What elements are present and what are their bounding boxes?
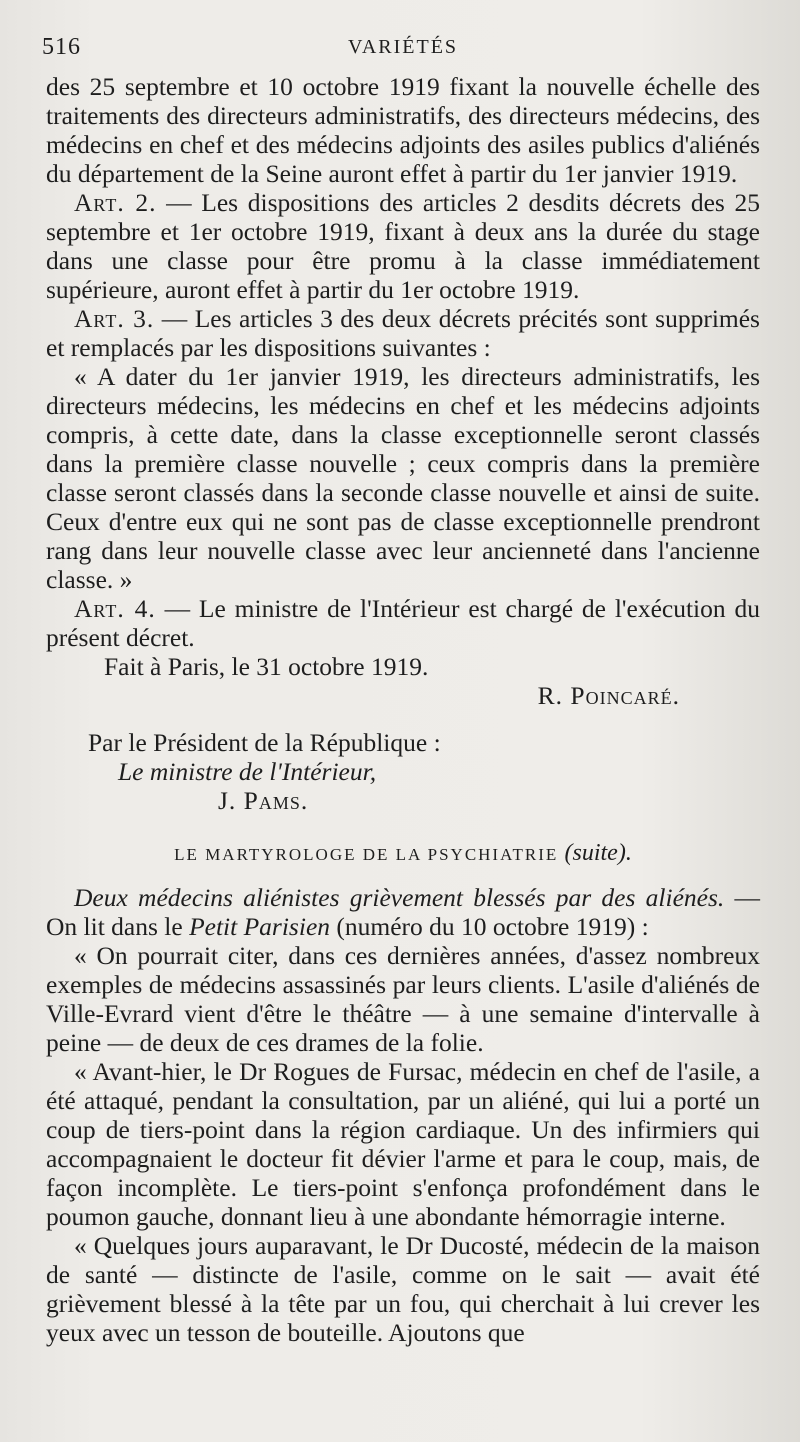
- minister-title: Le ministre de l'Intérieur,: [118, 757, 377, 786]
- signature: R. Poincaré.: [537, 681, 680, 710]
- article-lead-rest: — On lit dans le: [46, 883, 761, 941]
- article-paragraph-1: « On pourrait citer, dans ces dernières années, d'assez nombreux exemples de médecins assassinés par leurs clients. L'asile d'aliénés de Ville-Evrard vient d'être le théâtre — à une semaine d'intervalle à peine — de deux de ces drames de la folie.: [46, 941, 760, 1057]
- article-text: [46, 883, 760, 1347]
- section-title-text: LE MARTYROLOGE DE LA PSYCHIATRIE: [174, 845, 559, 864]
- article-2-label: Art. 2.: [74, 188, 157, 217]
- article-2-text: — Les dispositions des articles 2 desdits décrets des 25 septembre et 1er octobre 1919, fixant à deux ans la durée du stage dans une classe pour être promu à la classe immédiatement supérieure, auront effet à partir du 1er octobre 1919.: [46, 188, 760, 304]
- section-title: [46, 839, 760, 869]
- article-3-quote: « A dater du 1er janvier 1919, les directeurs administratifs, les directeurs médecins, les médecins en chef et les médecins adjoints compris, à cette date, dans la classe exceptionnelle seront classés dans la première classe nouvelle ; ceux compris dans la première classe seront classés dans la seconde classe nouvelle et ainsi de suite. Ceux d'entre eux qui ne sont pas de classe exceptionnelle prendront rang dans leur nouvelle classe avec leur ancienneté dans l'ancienne classe. »: [46, 362, 760, 594]
- article-4: [46, 594, 760, 652]
- minister-name: J. Pams.: [218, 786, 309, 815]
- article-3: [46, 304, 760, 362]
- page-number: 516: [42, 34, 81, 60]
- article-paragraph-2: « Avant-hier, le Dr Rogues de Fursac, médecin en chef de l'asile, a été attaqué, pendant la consultation, par un aliéné, qui lui a porté un coup de tiers-point dans la région cardiaque. Un des infirmiers qui accompagnaient le docteur fit dévier l'arme et para le coup, mais, de façon incomplète. Le tiers-point s'enfonça profondément dans le poumon gauche, donnant lieu à une abondante hémorragie interne.: [46, 1057, 760, 1231]
- running-title: VARIÉTÉS: [347, 36, 459, 58]
- by-president: Par le Président de la République :: [88, 728, 441, 757]
- article-paragraph-3: « Quelques jours auparavant, le Dr Ducosté, médecin de la maison de santé — distincte de l'asile, comme on le sait — avait été grièvement blessé à la tête par un fou, qui cherchait à lui crever les yeux avec un tesson de bouteille. Ajoutons que: [46, 1231, 760, 1347]
- article-3-label: Art. 3.: [74, 304, 155, 333]
- article-4-text: — Le ministre de l'Intérieur est chargé de l'exécution du présent décret.: [46, 594, 760, 652]
- newspaper-name: Petit Parisien: [189, 912, 331, 941]
- section-title-suite: (suite).: [564, 840, 632, 866]
- done-at: Fait à Paris, le 31 octobre 1919.: [104, 652, 429, 681]
- article-lead-end: (numéro du 10 octobre 1919) :: [330, 912, 649, 941]
- running-head: [42, 34, 760, 72]
- decree-intro: des 25 septembre et 10 octobre 1919 fixant la nouvelle échelle des traitements des directeurs administratifs, des directeurs médecins, des médecins en chef et des médecins adjoints des asiles publics d'aliénés du département de la Seine auront effet à partir du 1er janvier 1919.: [46, 72, 760, 188]
- article-2: [46, 188, 760, 304]
- decree-text: [46, 72, 760, 815]
- article-lead: [46, 883, 760, 941]
- article-3-text: — Les articles 3 des deux décrets précités sont supprimés et remplacés par les dispositions suivantes :: [46, 304, 760, 362]
- article-lead-title: Deux médecins aliénistes grièvement blessés par des aliénés.: [74, 883, 725, 912]
- article-4-label: Art. 4.: [74, 594, 156, 623]
